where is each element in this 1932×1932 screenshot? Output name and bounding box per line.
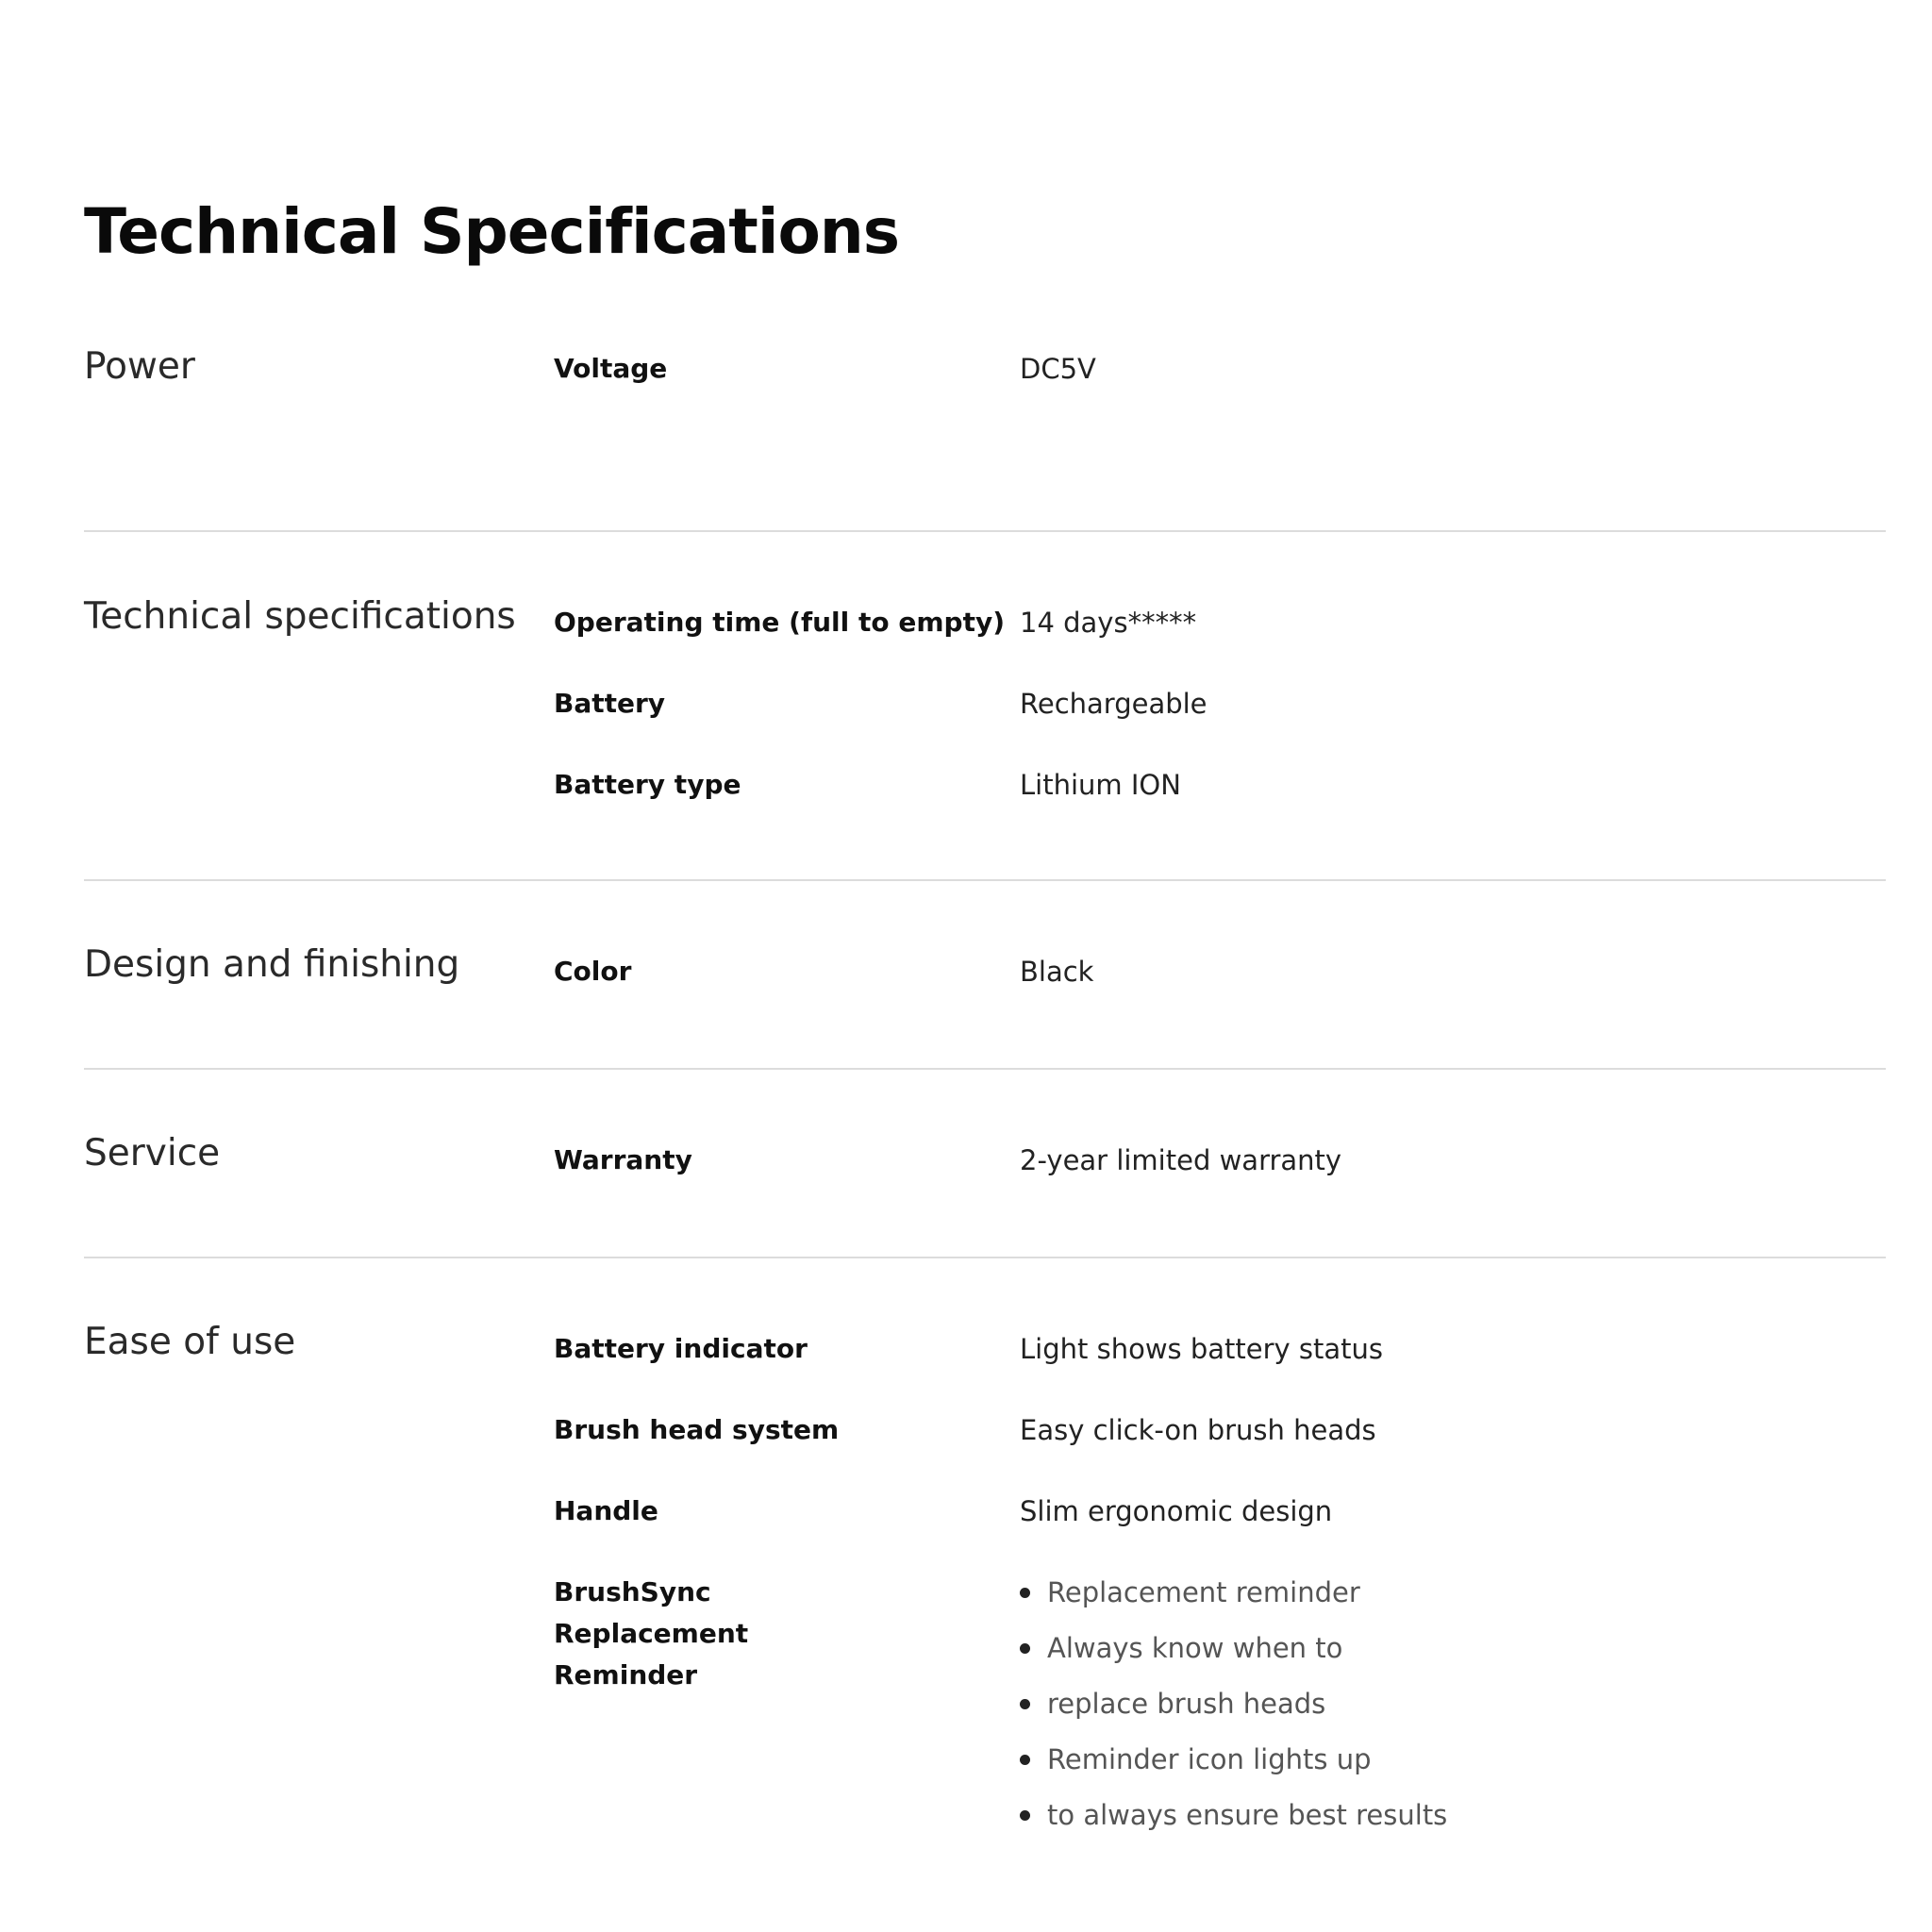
bullet-dot-icon — [1020, 1699, 1030, 1709]
bullet-item — [1020, 1572, 1886, 1613]
bullet-dot-icon — [1020, 1810, 1030, 1821]
section-title-service: Service — [84, 1132, 221, 1174]
spec-page — [84, 0, 1886, 1862]
bullet-text: Always know when to — [1047, 1632, 1343, 1664]
spec-label: Battery — [554, 688, 666, 719]
spec-value: Rechargeable — [1020, 688, 1208, 720]
spec-row-voltage — [554, 348, 1886, 390]
spec-label: Battery type — [554, 769, 741, 800]
spec-label: Brush head system — [554, 1414, 840, 1445]
bullet-list — [1020, 1572, 1886, 1836]
bullet-dot-icon — [1020, 1643, 1030, 1654]
section-title-design: Design and finishing — [84, 943, 460, 986]
spec-row-battery-indicator — [554, 1328, 1886, 1370]
spec-label: Voltage — [554, 353, 668, 384]
spec-row-color — [554, 951, 1886, 992]
section-title-technical: Technical specifications — [84, 595, 516, 638]
spec-row-battery — [554, 683, 1886, 724]
bullet-item — [1020, 1794, 1886, 1836]
spec-value: Easy click-on brush heads — [1020, 1414, 1376, 1446]
bullet-dot-icon — [1020, 1588, 1030, 1598]
section-design — [84, 881, 1886, 1070]
spec-sections — [84, 341, 1886, 1862]
spec-rows-technical — [554, 532, 1886, 806]
section-title-power: Power — [84, 345, 195, 388]
spec-rows-ease-of-use — [554, 1258, 1886, 1850]
bullet-text: replace brush heads — [1047, 1688, 1326, 1720]
spec-value-list — [1020, 1572, 1886, 1850]
section-title-ease-of-use: Ease of use — [84, 1321, 296, 1363]
spec-label: BrushSync Replacement Reminder — [554, 1576, 749, 1690]
spec-value: DC5V — [1020, 353, 1096, 385]
spec-rows-service — [554, 1070, 1886, 1181]
spec-rows-power — [554, 341, 1886, 390]
spec-value: Black — [1020, 956, 1094, 988]
spec-label: Handle — [554, 1495, 658, 1526]
bullet-text: to always ensure best results — [1047, 1799, 1448, 1831]
section-service — [84, 1070, 1886, 1258]
spec-label: Battery indicator — [554, 1333, 808, 1364]
spec-row-warranty — [554, 1140, 1886, 1181]
spec-row-brush-head-system — [554, 1409, 1886, 1451]
bullet-text: Reminder icon lights up — [1047, 1743, 1372, 1775]
spec-label: Warranty — [554, 1144, 692, 1175]
spec-row-battery-type — [554, 764, 1886, 806]
section-power — [84, 341, 1886, 532]
section-technical — [84, 532, 1886, 881]
page-title: Technical Specifications — [84, 195, 900, 268]
spec-value: Light shows battery status — [1020, 1333, 1384, 1365]
spec-value: 2-year limited warranty — [1020, 1144, 1342, 1176]
spec-row-handle — [554, 1491, 1886, 1532]
bullet-item — [1020, 1739, 1886, 1780]
bullet-text: Replacement reminder — [1047, 1576, 1360, 1608]
spec-row-operating-time — [554, 602, 1886, 643]
bullet-dot-icon — [1020, 1755, 1030, 1765]
spec-rows-design — [554, 881, 1886, 992]
bullet-item — [1020, 1627, 1886, 1669]
spec-label: Operating time (full to empty) — [554, 607, 1006, 638]
spec-label: Color — [554, 956, 632, 987]
bullet-item — [1020, 1683, 1886, 1724]
spec-value: Slim ergonomic design — [1020, 1495, 1333, 1527]
section-ease-of-use — [84, 1258, 1886, 1862]
spec-value: 14 days***** — [1020, 607, 1197, 639]
spec-value: Lithium ION — [1020, 769, 1181, 801]
spec-row-brushsync — [554, 1572, 1886, 1850]
